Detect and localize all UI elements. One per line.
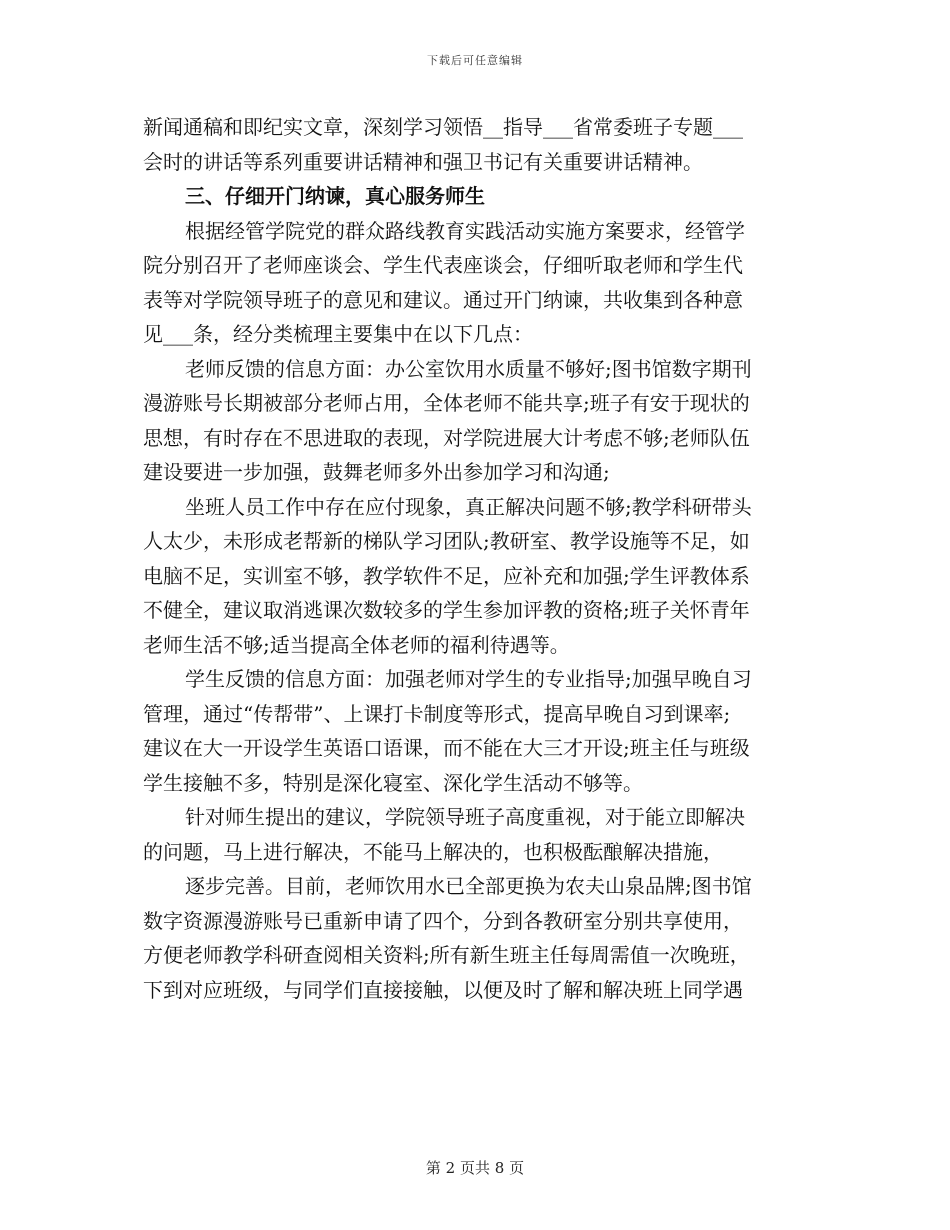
body-line: 针对师生提出的建议，学院领导班子高度重视，对于能立即解决 [185,805,745,829]
body-line: 逐步完善。目前，老师饮用水已全部更换为农夫山泉品牌;图书馆 [185,874,752,898]
body-line: 院分别召开了老师座谈会、学生代表座谈会，仔细听取老师和学生代 [143,253,743,277]
body-line: 方便老师教学科研查阅相关资料;所有新生班主任每周需值一次晚班， [143,943,750,967]
body-line: 坐班人员工作中存在应付现象，真正解决问题不够;教学科研带头 [185,494,752,519]
body-line: 管理，通过“传帮带”、上课打卡制度等形式，提高早晚自习到课率; [143,701,731,726]
page-header: 下载后可任意编辑 [427,54,523,67]
body-line: 会时的讲话等系列重要讲话精神和强卫书记有关重要讲话精神。 [143,149,703,174]
page-footer: 第 2 页共 8 页 [425,1159,525,1177]
body-line: 漫游账号长期被部分老师占用，全体老师不能共享;班子有安于现状的 [143,391,750,415]
body-line: 数字资源漫游账号已重新申请了四个，分到各教研室分别共享使用， [143,908,743,933]
body-line: 见___条，经分类梳理主要集中在以下几点： [143,322,533,346]
body-line: 思想，有时存在不思进取的表现，对学院进展大计考虑不够;老师队伍 [143,425,750,450]
body-line: 学生接触不多，特别是深化寝室、深化学生活动不够等。 [143,770,643,795]
body-line: 建议在大一开设学生英语口语课，而不能在大三才开设;班主任与班级 [143,736,750,760]
body-line: 老师反馈的信息方面：办公室饮用水质量不够好;图书馆数字期刊 [185,356,752,381]
body-line: 建设要进一步加强，鼓舞老师多外出参加学习和沟通; [143,460,610,484]
section-heading: 三、仔细开门纳谏，真心服务师生 [185,184,485,208]
body-line: 电脑不足，实训室不够，教学软件不足，应补充和加强;学生评教体系 [143,563,750,588]
body-line: 不健全，建议取消逃课次数较多的学生参加评教的资格;班子关怀青年 [143,598,750,622]
body-line: 的问题，马上进行解决，不能马上解决的，也积极酝酿解决措施， [143,839,723,864]
body-line: 老师生活不够;适当提高全体老师的福利待遇等。 [143,632,570,657]
body-line: 表等对学院领导班子的意见和建议。通过开门纳谏，共收集到各种意 [143,287,743,312]
body-line: 根据经管学院党的群众路线教育实践活动实施方案要求，经管学 [185,218,745,243]
body-line: 人太少，未形成老帮新的梯队学习团队;教研室、教学设施等不足，如 [143,529,750,553]
body-line: 下到对应班级，与同学们直接接触，以便及时了解和解决班上同学遇 [143,977,743,1002]
body-line: 新闻通稿和即纪实文章，深刻学习领悟__指导___省常委班子专题___ [143,115,743,139]
document-body [143,110,808,1007]
body-line: 学生反馈的信息方面：加强老师对学生的专业指导;加强早晚自习 [185,667,752,691]
